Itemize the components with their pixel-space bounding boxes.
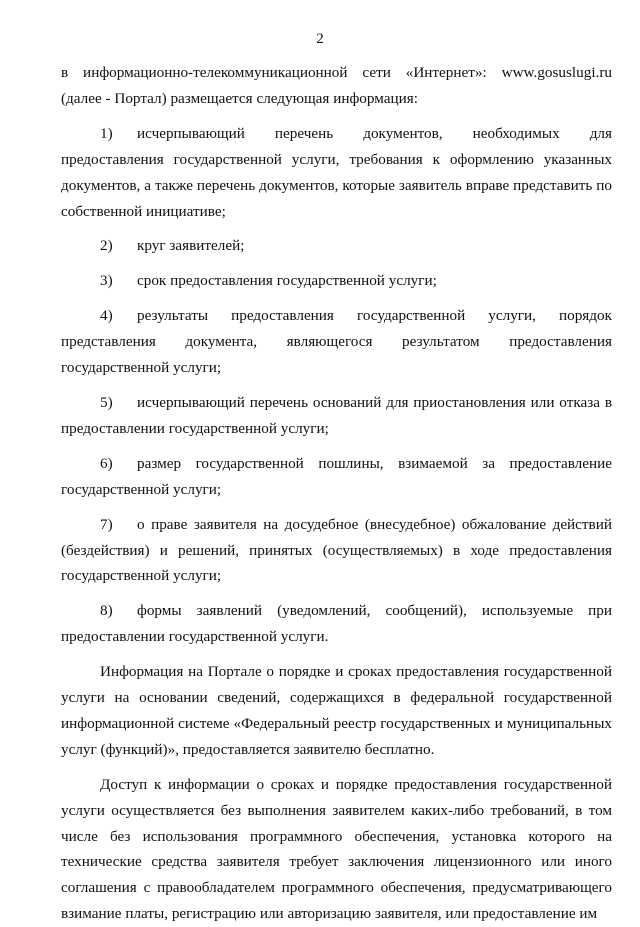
list-item-number: 8) (100, 602, 113, 620)
list-item-4 (61, 303, 612, 381)
list-item-text: формы заявлений (уведомлений, сообщений), используемые при предоставлении государственной услуги. (61, 602, 612, 646)
list-item-text: исчерпывающий перечень документов, необходимых для предоставления государственной услуги, требования к оформлению указанных документов, а также перечень документов, которые заявитель вправе представить по собственной инициативе; (61, 124, 612, 220)
list-item-text: о праве заявителя на досудебное (внесудебное) обжалование действий (бездействия) и решений, принятых (осуществляемых) в ходе предоставления государственной услуги; (61, 515, 612, 585)
body-paragraph-access-info: Доступ к информации о сроках и порядке предоставления государственной услуги осуществляется без выполнения заявителем каких-либо требований, в том числе без использования программного обеспечения, установка которого на технические средства заявителя требует заключения лицензионного или иного соглашения с правообладателем программного обеспечения, предусматривающего взимание платы, регистрацию или авторизацию заявителя, или предоставление им (61, 775, 612, 923)
list-item-2 (61, 233, 612, 259)
list-item-7 (61, 512, 612, 590)
list-item-text: результаты предоставления государственной услуги, порядок представления документа, являющегося результатом предоставления государственной услуги; (61, 307, 612, 377)
document-body (61, 60, 612, 927)
list-item-number: 5) (100, 393, 113, 411)
list-item-6 (61, 451, 612, 503)
list-item-number: 2) (100, 237, 113, 255)
list-item-number: 4) (100, 307, 113, 325)
list-item-number: 3) (100, 272, 113, 290)
list-item-text: размер государственной пошлины, взимаемой за предоставление государственной услуги; (61, 454, 612, 498)
list-item-5 (61, 390, 612, 442)
list-item-number: 6) (100, 454, 113, 472)
list-item-text: исчерпывающий перечень оснований для приостановления или отказа в предоставлении государственной услуги; (61, 393, 612, 437)
list-item-number: 7) (100, 515, 113, 533)
list-item-1 (61, 121, 612, 225)
body-paragraph-portal-info: Информация на Портале о порядке и сроках предоставления государственной услуги на основании сведений, содержащихся в федеральной государственной информационной системе «Федеральный реестр государственных и муниципальных услуг (функций)», предоставляется заявителю бесплатно. (61, 663, 612, 758)
list-item-text: круг заявителей; (137, 237, 245, 255)
intro-paragraph: в информационно-телекоммуникационной сети «Интернет»: www.gosuslugi.ru (далее - Портал) размещается следующая информация: (61, 64, 612, 107)
list-item-3 (61, 268, 612, 294)
list-item-text: срок предоставления государственной услуги; (137, 272, 437, 290)
page-number: 2 (316, 31, 324, 47)
list-item-8 (61, 598, 612, 650)
list-item-number: 1) (100, 124, 113, 142)
